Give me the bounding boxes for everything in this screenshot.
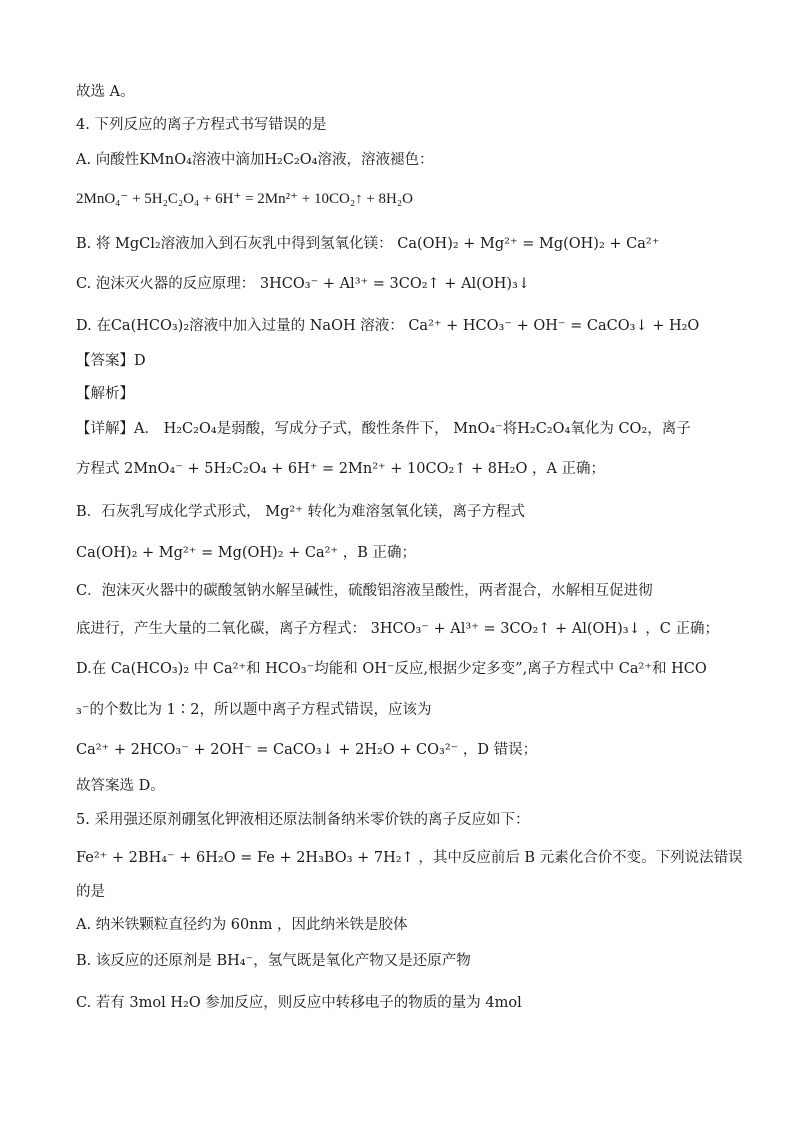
question-4-option-a-equation: 2MnO₄⁻ + 5H₂C₂O₄ + 6H⁺ = 2Mn²⁺ + 10CO₂↑ + 8H₂O [76, 191, 413, 207]
final-answer: 故答案选 D。 [76, 778, 165, 794]
explanation-d-equation: Ca²⁺ + 2HCO₃⁻ + 2OH⁻ = CaCO₃↓ + 2H₂O + CO₃²⁻ ，D 错误； [76, 742, 538, 758]
question-5-option-c: C. 若有 3mol H₂O 参加反应，则反应中转移电子的物质的量为 4mol [76, 995, 522, 1011]
explanation-d-line-2: ₃⁻的个数比为 1∶2，所以题中离子方程式错误，应该为 [76, 702, 432, 718]
explanation-b-line-2: Ca(OH)₂ + Mg²⁺ = Mg(OH)₂ + Ca²⁺ ，B 正确； [76, 545, 416, 561]
analysis-label: 【解析】 [76, 386, 134, 402]
explanation-a-line-1: 【详解】A． H₂C₂O₄是弱酸，写成分子式，酸性条件下， MnO₄⁻将H₂C₂O₄氧化为 CO₂，离子 [76, 421, 691, 437]
question-4-option-b: B. 将 MgCl₂溶液加入到石灰乳中得到氢氧化镁： Ca(OH)₂ + Mg²⁺ = Mg(OH)₂ + Ca²⁺ [76, 236, 660, 252]
question-5-option-b: B. 该反应的还原剂是 BH₄⁻，氢气既是氧化产物又是还原产物 [76, 953, 471, 969]
answer-label: 【答案】D [76, 353, 146, 369]
question-4-stem: 4. 下列反应的离子方程式书写错误的是 [76, 117, 327, 133]
explanation-c-line-2: 底进行，产生大量的二氧化碳，离子方程式： 3HCO₃⁻ + Al³⁺ = 3CO₂↑ + Al(OH)₃↓ ，C 正确； [76, 621, 720, 637]
explanation-c-line-1: C．泡沫灭火器中的碳酸氢钠水解呈碱性，硫酸铝溶液呈酸性，两者混合，水解相互促进彻 [76, 583, 653, 599]
question-5-stem: 5. 采用强还原剂硼氢化钾液相还原法制备纳米零价铁的离子反应如下： [76, 812, 530, 828]
question-4-option-c: C. 泡沫灭火器的反应原理： 3HCO₃⁻ + Al³⁺ = 3CO₂↑ + Al(OH)₃↓ [76, 276, 530, 292]
question-4-option-d: D. 在Ca(HCO₃)₂溶液中加入过量的 NaOH 溶液： Ca²⁺ + HCO₃⁻ + OH⁻ = CaCO₃↓ + H₂O [76, 318, 700, 334]
explanation-d-line-1: D.在 Ca(HCO₃)₂ 中 Ca²⁺和 HCO₃⁻均能和 OH⁻反应,根据少定多变”,离子方程式中 Ca²⁺和 HCO [76, 661, 707, 677]
explanation-a-line-2: 方程式 2MnO₄⁻ + 5H₂C₂O₄ + 6H⁺ = 2Mn²⁺ + 10CO₂↑ + 8H₂O ，A 正确； [76, 461, 606, 477]
text-line-prev-answer: 故选 A。 [76, 84, 135, 100]
question-5-stem-end: 的是 [76, 884, 105, 900]
explanation-b-line-1: B．石灰乳写成化学式形式， Mg²⁺ 转化为难溶氢氧化镁，离子方程式 [76, 504, 525, 520]
question-5-equation: Fe²⁺ + 2BH₄⁻ + 6H₂O = Fe + 2H₃BO₃ + 7H₂↑ ，其中反应前后 B 元素化合价不变。下列说法错误 [76, 850, 743, 866]
question-5-option-a: A. 纳米铁颗粒直径约为 60nm ，因此纳米铁是胶体 [76, 917, 408, 933]
question-4-option-a: A. 向酸性KMnO₄溶液中滴加H₂C₂O₄溶液，溶液褪色： [76, 152, 434, 168]
